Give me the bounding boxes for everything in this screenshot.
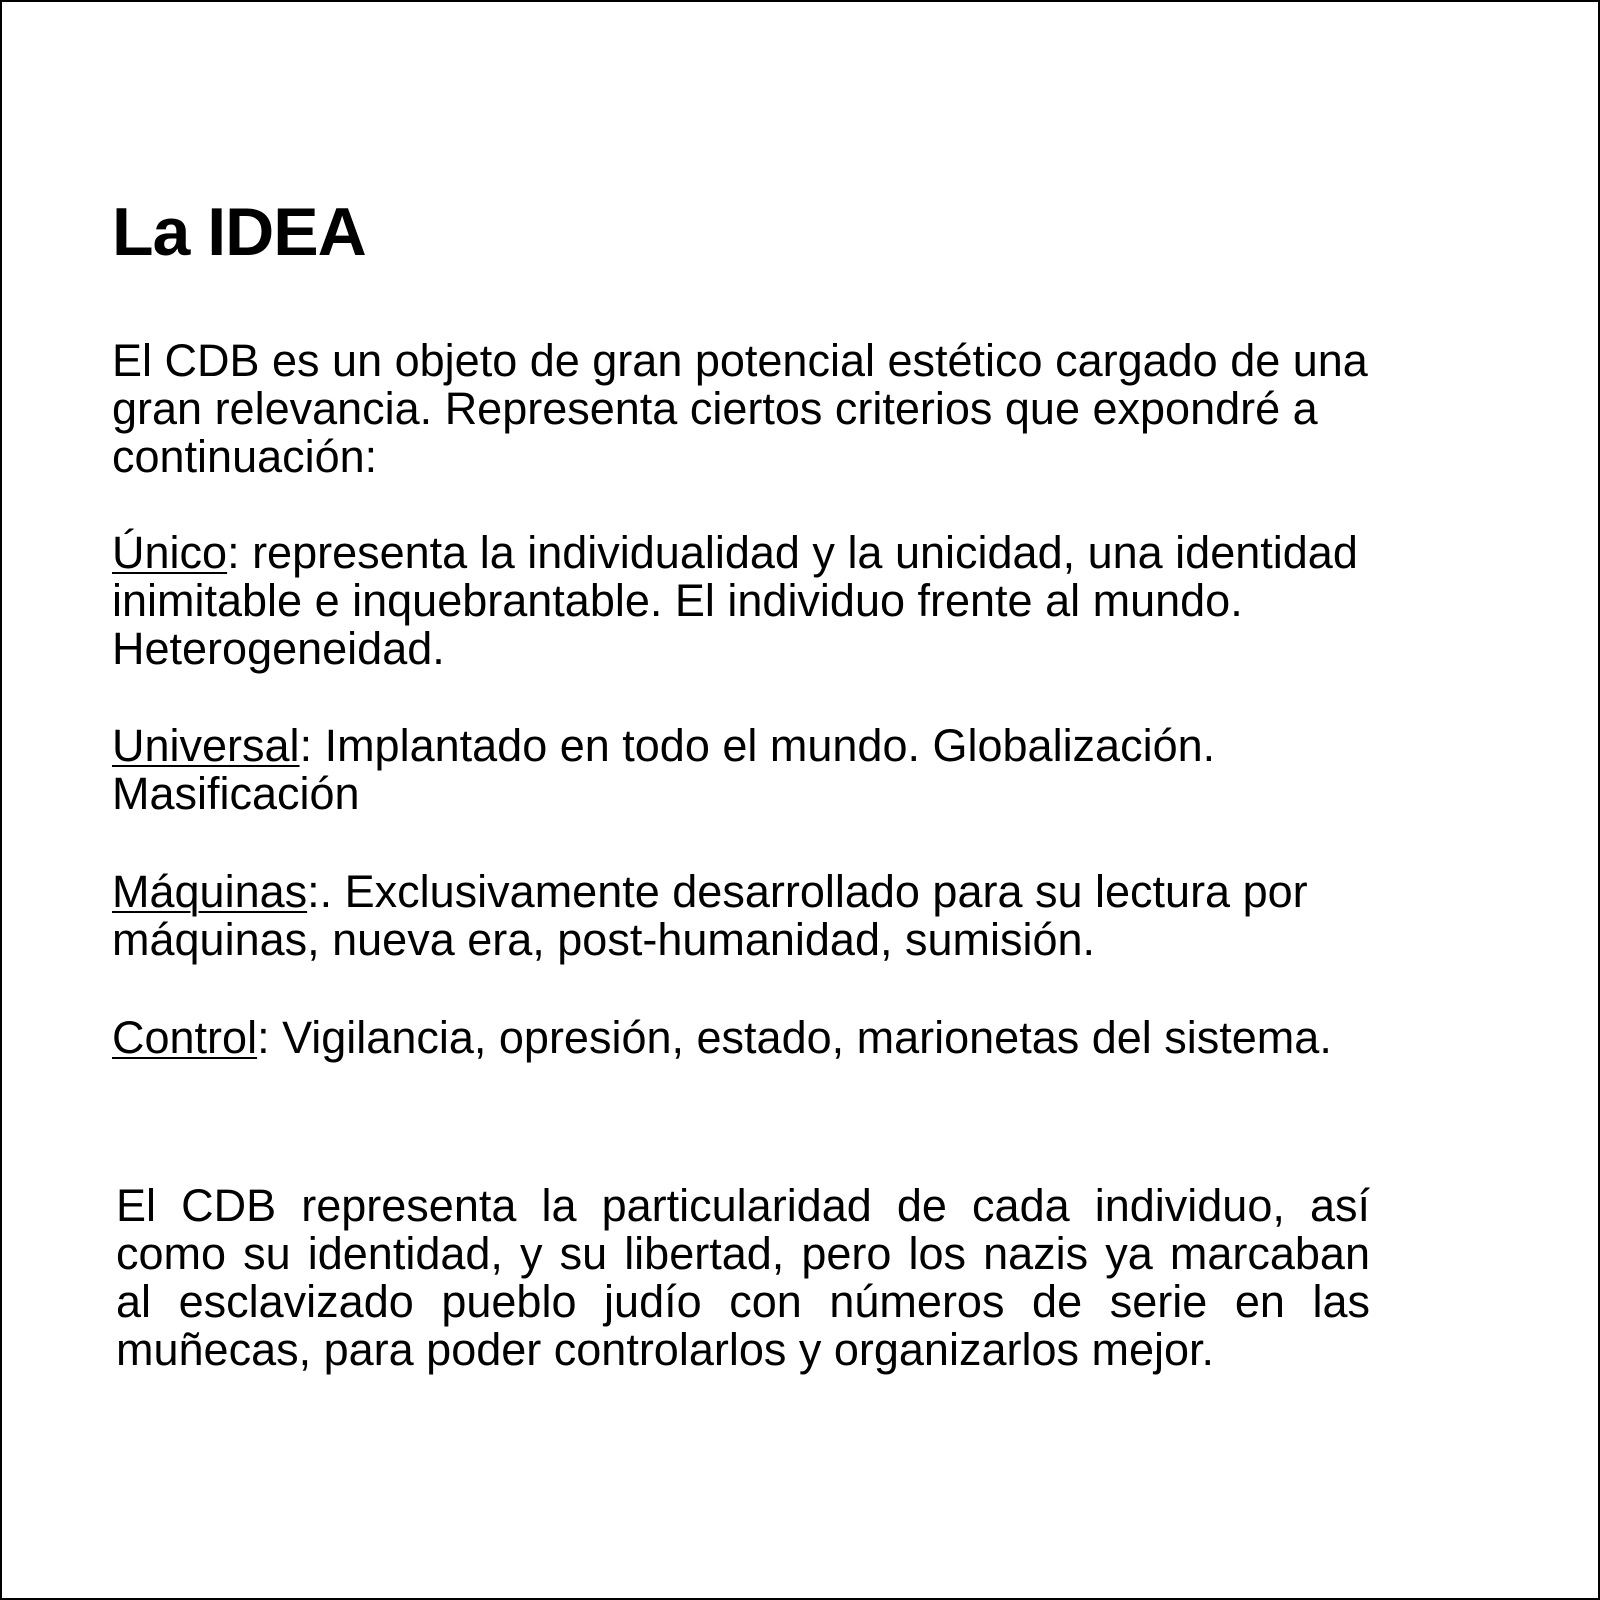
criterion-maquinas bbox=[112, 868, 1372, 964]
criterion-description: : representa la individualidad y la unicidad, una identidad inimitable e inquebrantable. El individuo frente al mundo. Heterogeneidad. bbox=[112, 527, 1358, 674]
intro-paragraph: El CDB es un objeto de gran potencial estético cargado de una gran relevancia. Representa ciertos criterios que expondré a continuación: bbox=[112, 335, 1368, 482]
criterion-term: Control bbox=[112, 1012, 258, 1063]
criterion-universal bbox=[112, 722, 1372, 818]
criterion-description: :. Exclusivamente desarrollado para su lectura por máquinas, nueva era, post-humanidad, sumisión. bbox=[112, 866, 1308, 965]
page-title: La IDEA bbox=[112, 194, 366, 270]
criterion-description: : Vigilancia, opresión, estado, marionetas del sistema. bbox=[257, 1012, 1332, 1063]
criterion-term: Único bbox=[112, 527, 228, 578]
criterion-term: Universal bbox=[112, 720, 300, 771]
criterion-control bbox=[112, 1014, 1372, 1062]
criterion-term: Máquinas bbox=[112, 866, 308, 917]
criterion-unico bbox=[112, 529, 1372, 673]
closing-paragraph: El CDB representa la particularidad de cada individuo, así como su identidad, y su libertad, pero los nazis ya marcaban al esclavizado pueblo judío con números de serie en las muñecas, para poder controlarlos y organizarlos mejor. bbox=[116, 1180, 1370, 1375]
criterion-description: : Implantado en todo el mundo. Globalización. Masificación bbox=[112, 720, 1216, 819]
